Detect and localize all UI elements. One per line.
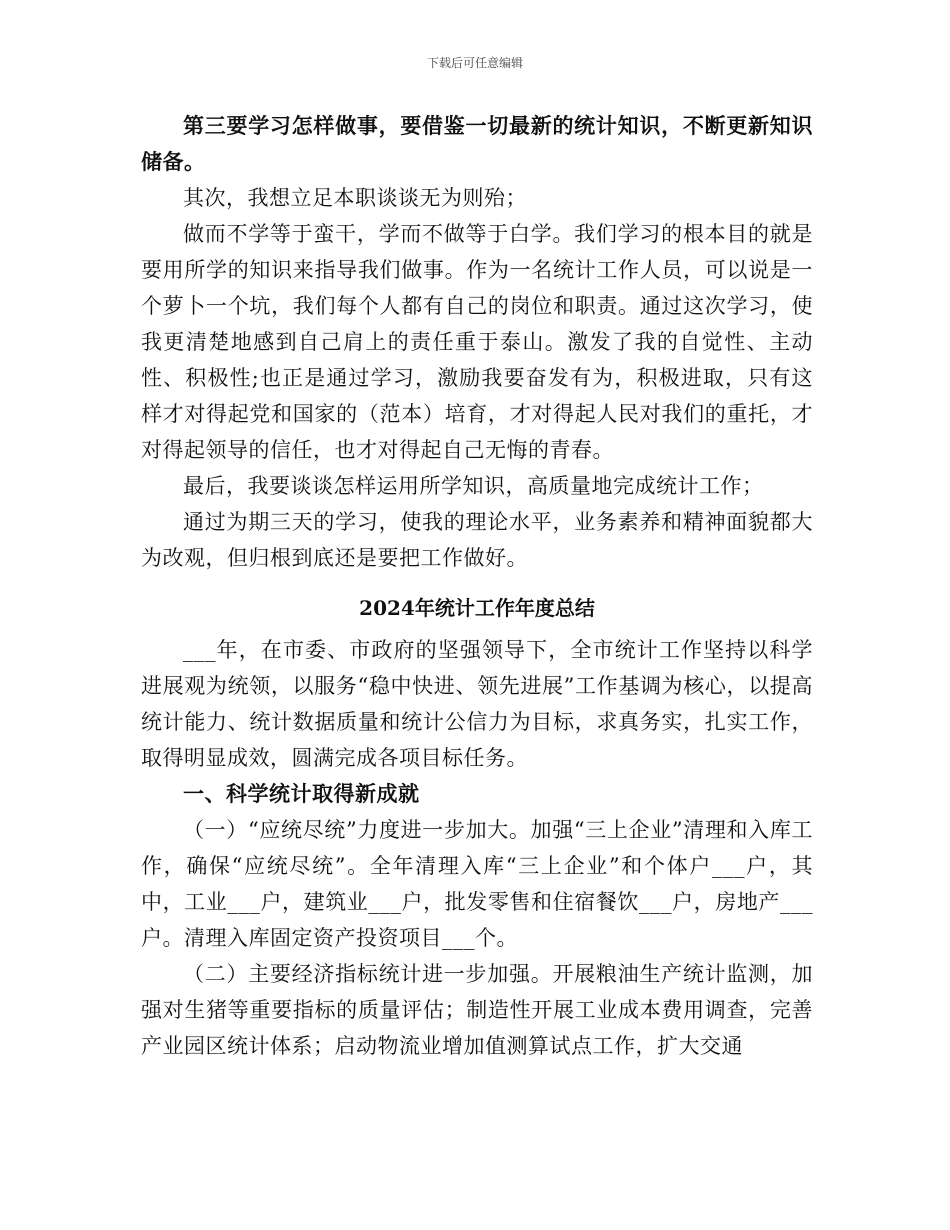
summary-title: 2024年统计工作年度总结 — [359, 596, 595, 620]
document-body — [141, 108, 813, 1064]
paragraph-secondly: 其次，我想立足本职谈谈无为则殆； — [183, 186, 527, 210]
page-header-note: 下载后可任意编辑 — [426, 56, 523, 70]
paragraph-three-days: 通过为期三天的学习，使我的理论水平，业务素养和精神面貌都大为改观，但归根到底还是要把工作做好。 — [141, 510, 813, 570]
paragraph-learn-to-work: 第三要学习怎样做事，要借鉴一切最新的统计知识，不断更新知识储备。 — [141, 113, 813, 174]
section-heading-1: 一、科学统计取得新成就 — [183, 781, 420, 806]
summary-intro: ___年，在市委、市政府的坚强领导下，全市统计工作坚持以科学进展观为统领，以服务“稳中快进、领先进展”工作基调为核心，以提高统计能力、统计数据质量和统计公信力为目标，求真务实，扎实工作，取得明显成效，圆满完成各项目标任务。 — [141, 638, 813, 770]
subsection-2: （二）主要经济指标统计进一步加强。开展粮油生产统计监测，加强对生猪等重要指标的质量评估；制造性开展工业成本费用调查，完善产业园区统计体系；启动物流业增加值测算试点工作，扩大交通 — [141, 962, 813, 1058]
paragraph-finally: 最后，我要谈谈怎样运用所学知识，高质量地完成统计工作； — [183, 474, 764, 498]
paragraph-learning-purpose: 做而不学等于蛮干，学而不做等于白学。我们学习的根本目的就是要用所学的知识来指导我们做事。作为一名统计工作人员，可以说是一个萝卜一个坑，我们每个人都有自己的岗位和职责。通过这次学习，使我更清楚地感到自己肩上的责任重于泰山。激发了我的自觉性、主动性、积极性;也正是通过学习，激励我要奋发有为，积极进取，只有这样才对得起党和国家的（范本）培育，才对得起人民对我们的重托，才对得起领导的信任，也才对得起自己无悔的青春。 — [141, 222, 813, 462]
subsection-1: （一）“应统尽统”力度进一步加大。加强“三上企业”清理和入库工作，确保“应统尽统”。全年清理入库“三上企业”和个体户___户，其中，工业___户，建筑业___户，批发零售和住宿餐饮___户，房地产___户。清理入库固定资产投资项目___个。 — [141, 818, 813, 950]
